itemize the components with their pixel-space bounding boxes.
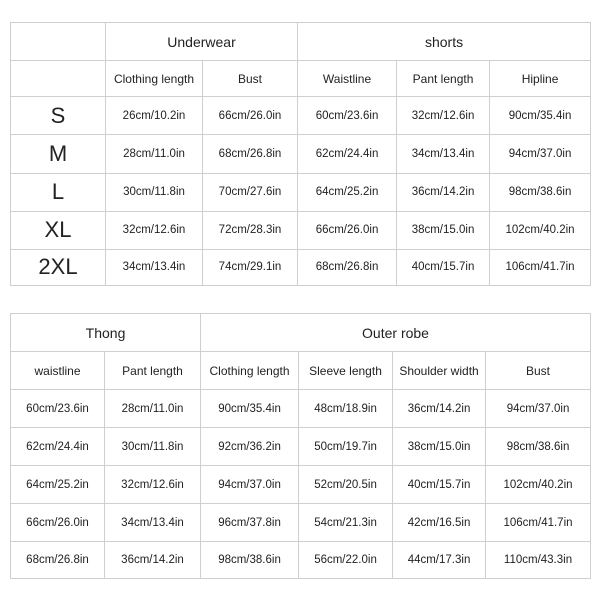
column-header: Bust [486, 352, 591, 390]
measurement-cell: 110cm/43.3in [486, 542, 591, 579]
size-chart-table-upper [10, 22, 591, 286]
column-header: Sleeve length [299, 352, 393, 390]
measurement-cell: 98cm/38.6in [201, 542, 299, 579]
measurement-cell: 44cm/17.3in [393, 542, 486, 579]
table-row [11, 173, 591, 211]
measurement-cell: 90cm/35.4in [201, 390, 299, 428]
size-column-header [11, 61, 106, 97]
measurement-cell: 62cm/24.4in [11, 428, 105, 466]
measurement-cell: 94cm/37.0in [490, 135, 591, 173]
size-label: M [11, 135, 106, 173]
measurement-cell: 54cm/21.3in [299, 504, 393, 542]
column-header: Shoulder width [393, 352, 486, 390]
measurement-cell: 52cm/20.5in [299, 466, 393, 504]
measurement-cell: 50cm/19.7in [299, 428, 393, 466]
measurement-cell: 68cm/26.8in [11, 542, 105, 579]
column-header: Bust [203, 61, 298, 97]
measurement-cell: 30cm/11.8in [105, 428, 201, 466]
measurement-cell: 60cm/23.6in [11, 390, 105, 428]
measurement-cell: 102cm/40.2in [486, 466, 591, 504]
measurement-cell: 106cm/41.7in [486, 504, 591, 542]
table-row [11, 211, 591, 249]
measurement-cell: 36cm/14.2in [105, 542, 201, 579]
measurement-cell: 94cm/37.0in [201, 466, 299, 504]
measurement-cell: 62cm/24.4in [298, 135, 397, 173]
column-header: Pant length [105, 352, 201, 390]
measurement-cell: 42cm/16.5in [393, 504, 486, 542]
measurement-cell: 38cm/15.0in [393, 428, 486, 466]
measurement-cell: 34cm/13.4in [397, 135, 490, 173]
measurement-cell: 56cm/22.0in [299, 542, 393, 579]
measurement-cell: 34cm/13.4in [106, 249, 203, 285]
size-label: 2XL [11, 249, 106, 285]
group-header-outer-robe: Outer robe [201, 314, 591, 352]
measurement-cell: 32cm/12.6in [106, 211, 203, 249]
table-row [11, 466, 591, 504]
measurement-cell: 66cm/26.0in [203, 97, 298, 135]
measurement-cell: 98cm/38.6in [486, 428, 591, 466]
measurement-cell: 28cm/11.0in [106, 135, 203, 173]
measurement-cell: 30cm/11.8in [106, 173, 203, 211]
table-row [11, 504, 591, 542]
measurement-cell: 36cm/14.2in [397, 173, 490, 211]
measurement-cell: 92cm/36.2in [201, 428, 299, 466]
table-row [11, 428, 591, 466]
measurement-cell: 64cm/25.2in [11, 466, 105, 504]
table-row [11, 135, 591, 173]
size-label: L [11, 173, 106, 211]
table-row [11, 390, 591, 428]
measurement-cell: 36cm/14.2in [393, 390, 486, 428]
measurement-cell: 34cm/13.4in [105, 504, 201, 542]
measurement-cell: 66cm/26.0in [11, 504, 105, 542]
measurement-cell: 48cm/18.9in [299, 390, 393, 428]
column-header: Clothing length [201, 352, 299, 390]
column-header: Clothing length [106, 61, 203, 97]
measurement-cell: 68cm/26.8in [203, 135, 298, 173]
measurement-cell: 64cm/25.2in [298, 173, 397, 211]
group-header-underwear: Underwear [106, 23, 298, 61]
measurement-cell: 98cm/38.6in [490, 173, 591, 211]
measurement-cell: 102cm/40.2in [490, 211, 591, 249]
measurement-cell: 60cm/23.6in [298, 97, 397, 135]
size-label: S [11, 97, 106, 135]
measurement-cell: 94cm/37.0in [486, 390, 591, 428]
size-chart-table-lower [10, 313, 591, 579]
table-row [11, 249, 591, 285]
column-header: Pant length [397, 61, 490, 97]
corner-cell [11, 23, 106, 61]
measurement-cell: 26cm/10.2in [106, 97, 203, 135]
measurement-cell: 74cm/29.1in [203, 249, 298, 285]
measurement-cell: 68cm/26.8in [298, 249, 397, 285]
column-header: Hipline [490, 61, 591, 97]
group-header-shorts: shorts [298, 23, 591, 61]
measurement-cell: 66cm/26.0in [298, 211, 397, 249]
measurement-cell: 106cm/41.7in [490, 249, 591, 285]
column-header: Waistline [298, 61, 397, 97]
measurement-cell: 96cm/37.8in [201, 504, 299, 542]
column-header: waistline [11, 352, 105, 390]
table-row [11, 542, 591, 579]
table-row [11, 97, 591, 135]
measurement-cell: 90cm/35.4in [490, 97, 591, 135]
measurement-cell: 32cm/12.6in [105, 466, 201, 504]
group-header-thong: Thong [11, 314, 201, 352]
measurement-cell: 38cm/15.0in [397, 211, 490, 249]
size-label: XL [11, 211, 106, 249]
measurement-cell: 32cm/12.6in [397, 97, 490, 135]
measurement-cell: 70cm/27.6in [203, 173, 298, 211]
measurement-cell: 40cm/15.7in [393, 466, 486, 504]
measurement-cell: 28cm/11.0in [105, 390, 201, 428]
measurement-cell: 72cm/28.3in [203, 211, 298, 249]
measurement-cell: 40cm/15.7in [397, 249, 490, 285]
